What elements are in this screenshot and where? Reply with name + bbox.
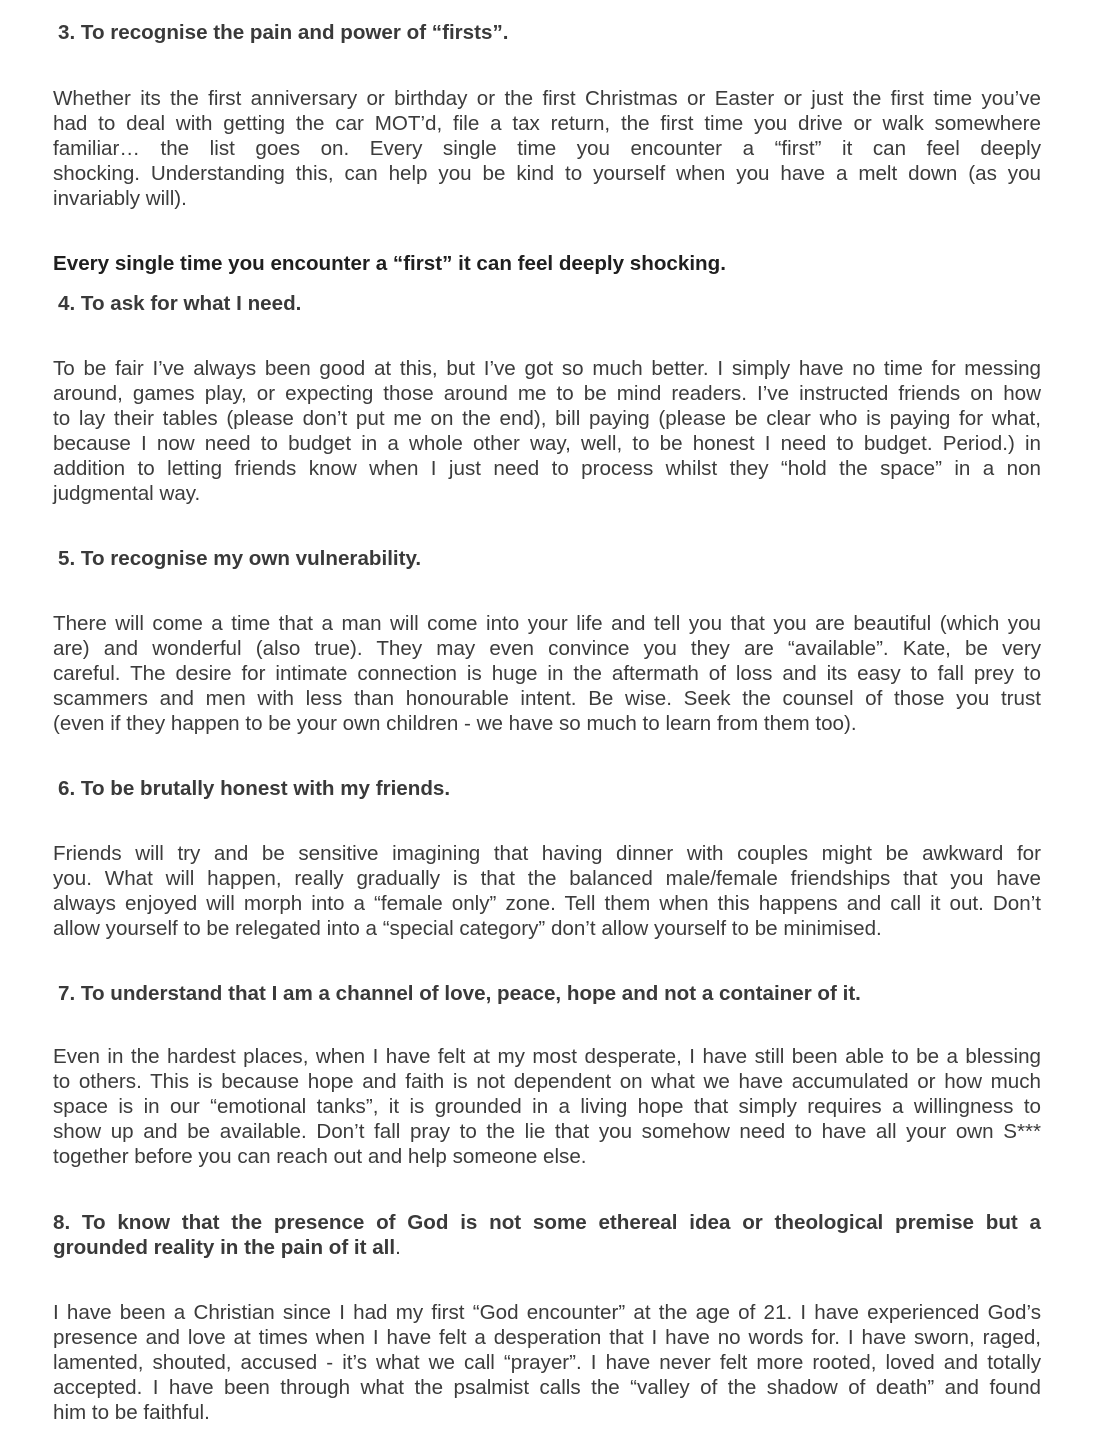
section-7-heading: 7. To understand that I am a channel of love, peace, hope and not a container of it. — [58, 982, 861, 1005]
heading-period: . — [395, 1236, 401, 1259]
paragraph-line: Whether its the first anniversary or birthday or the first Christmas or Easter or just the first time you’ve — [53, 87, 1041, 110]
paragraph-line: are) and wonderful (also true). They may even convince you they are “available”. Kate, be very — [53, 637, 1041, 660]
section-5-heading: 5. To recognise my own vulnerability. — [58, 547, 422, 570]
paragraph-line: Even in the hardest places, when I have felt at my most desperate, I have still been able to be a blessing — [53, 1045, 1041, 1068]
section-6-paragraph — [53, 841, 1041, 941]
paragraph-line: together before you can reach out and help someone else. — [53, 1145, 587, 1168]
section-4-paragraph — [53, 356, 1041, 506]
section-8-paragraph — [53, 1300, 1041, 1425]
paragraph-line: allow yourself to be relegated into a “special category” don’t allow yourself to be minimised. — [53, 917, 882, 940]
section-3-paragraph — [53, 86, 1041, 211]
paragraph-line: accepted. I have been through what the psalmist calls the “valley of the shadow of death” and found — [53, 1376, 1041, 1399]
paragraph-line: Friends will try and be sensitive imagining that having dinner with couples might be awkward for — [53, 842, 1041, 865]
paragraph-line: scammers and men with less than honourable intent. Be wise. Seek the counsel of those you trust — [53, 687, 1041, 710]
paragraph-line: presence and love at times when I have felt a desperation that I have no words for. I have sworn, raged, — [53, 1326, 1041, 1349]
paragraph-line: lamented, shouted, accused - it’s what we call “prayer”. I have never felt more rooted, loved and totally — [53, 1351, 1041, 1374]
paragraph-line: To be fair I’ve always been good at this, but I’ve got so much better. I simply have no time for messing — [53, 357, 1041, 380]
section-6-heading: 6. To be brutally honest with my friends. — [58, 777, 451, 800]
paragraph-line: careful. The desire for intimate connection is huge in the aftermath of loss and its easy to fall prey to — [53, 662, 1041, 685]
section-8-heading — [53, 1210, 1041, 1260]
section-3-heading: 3. To recognise the pain and power of “firsts”. — [58, 21, 509, 44]
paragraph-line: to others. This is because hope and faith is not dependent on what we have accumulated or how much — [53, 1070, 1041, 1093]
section-7-paragraph — [53, 1044, 1041, 1169]
heading-line: 8. To know that the presence of God is not some ethereal idea or theological premise but a — [53, 1211, 1041, 1234]
heading-line — [53, 1235, 1041, 1260]
section-5-paragraph — [53, 611, 1041, 736]
paragraph-line: always enjoyed will morph into a “female only” zone. Tell them when this happens and call it out. Don’t — [53, 892, 1041, 915]
paragraph-line: I have been a Christian since I had my first “God encounter” at the age of 21. I have experienced God’s — [53, 1301, 1041, 1324]
paragraph-line: There will come a time that a man will come into your life and tell you that you are beautiful (which you — [53, 612, 1041, 635]
paragraph-line: judgmental way. — [53, 482, 201, 505]
paragraph-line: (even if they happen to be your own children - we have so much to learn from them too). — [53, 712, 857, 735]
paragraph-line: shocking. Understanding this, can help you be kind to yourself when you have a melt down (as you — [53, 162, 1041, 185]
paragraph-line: show up and be available. Don’t fall pray to the lie that you somehow need to have all your own S*** — [53, 1120, 1041, 1143]
paragraph-line: because I now need to budget in a whole other way, well, to be honest I need to budget. Period.) in — [53, 432, 1041, 455]
paragraph-line: him to be faithful. — [53, 1401, 210, 1424]
paragraph-line: around, games play, or expecting those around me to be mind readers. I’ve instructed friends on how — [53, 382, 1041, 405]
heading-line-text: grounded reality in the pain of it all — [53, 1236, 396, 1259]
paragraph-line: invariably will). — [53, 187, 187, 210]
paragraph-line: familiar… the list goes on. Every single time you encounter a “first” it can feel deeply — [53, 137, 1041, 160]
paragraph-line: addition to letting friends know when I just need to process whilst they “hold the space” in a non — [53, 457, 1041, 480]
paragraph-line: to lay their tables (please don’t put me on the end), bill paying (please be clear who is paying for what, — [53, 407, 1041, 430]
paragraph-line: you. What will happen, really gradually is that the balanced male/female friendships that you have — [53, 867, 1041, 890]
paragraph-line: space is in our “emotional tanks”, it is grounded in a living hope that simply requires a willingness to — [53, 1095, 1041, 1118]
section-4-heading: 4. To ask for what I need. — [58, 292, 302, 315]
paragraph-line: had to deal with getting the car MOT’d, file a tax return, the first time you drive or walk somewhere — [53, 112, 1041, 135]
pull-quote: Every single time you encounter a “first” it can feel deeply shocking. — [53, 252, 726, 275]
